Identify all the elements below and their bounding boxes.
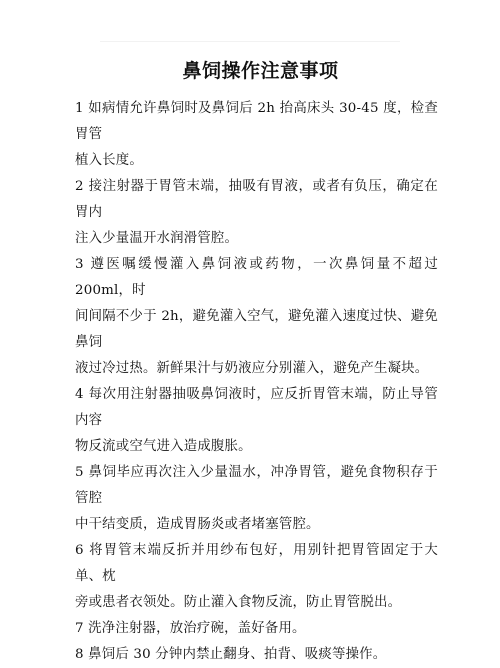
instruction-item-6-line-2: 旁或患者衣领处。防止灌入食物反流，防止胃管脱出。 <box>75 595 402 610</box>
instruction-item-2 <box>75 174 438 252</box>
instruction-item-5-line-1: 5 鼻饲毕应再次注入少量温水，冲净胃管，避免食物积存于管腔 <box>75 465 438 506</box>
instruction-item-2-line-2: 注入少量温开水润滑管腔。 <box>75 231 239 246</box>
document-title: 鼻饲操作注意事项 <box>182 60 339 82</box>
instruction-item-8 <box>75 642 438 668</box>
instruction-item-4 <box>75 382 438 460</box>
instruction-item-7 <box>75 616 438 642</box>
instruction-item-3 <box>75 252 438 382</box>
instruction-item-6 <box>75 538 438 616</box>
instruction-item-5-line-2: 中干结变质，造成胃肠炎或者堵塞管腔。 <box>75 517 320 532</box>
instruction-item-6-line-1: 6 将胃管末端反折并用纱布包好，用别针把胃管固定于大单、枕 <box>75 543 438 584</box>
instruction-item-3-line-3: 液过冷过热。新鲜果汁与奶液应分别灌入，避免产生凝块。 <box>75 361 429 376</box>
instruction-item-5 <box>75 460 438 538</box>
instruction-item-1 <box>75 96 438 174</box>
instruction-item-4-line-1: 4 每次用注射器抽吸鼻饲液时，应反折胃管末端，防止导管内容 <box>75 387 438 428</box>
instruction-item-1-line-2: 植入长度。 <box>75 153 143 168</box>
top-divider <box>100 41 400 42</box>
instruction-item-7-line-1: 7 洗净注射器，放治疗碗，盖好备用。 <box>75 621 306 636</box>
instruction-item-4-line-2: 物反流或空气进入造成腹胀。 <box>75 439 252 454</box>
instruction-item-3-line-1: 3 遵医嘱缓慢灌入鼻饲液或药物，一次鼻饲量不超过 200ml，时 <box>75 257 438 298</box>
instruction-item-1-line-1: 1 如病情允许鼻饲时及鼻饲后 2h 抬高床头 30-45 度，检查胃管 <box>75 101 438 142</box>
instruction-item-2-line-1: 2 接注射器于胃管末端，抽吸有胃液，或者有负压，确定在胃内 <box>75 179 438 220</box>
instruction-item-8-line-1: 8 鼻饲后 30 分钟内禁止翻身、拍背、吸痰等操作。 <box>75 647 387 662</box>
instruction-item-3-line-2: 间间隔不少于 2h，避免灌入空气，避免灌入速度过快、避免鼻饲 <box>75 309 438 350</box>
